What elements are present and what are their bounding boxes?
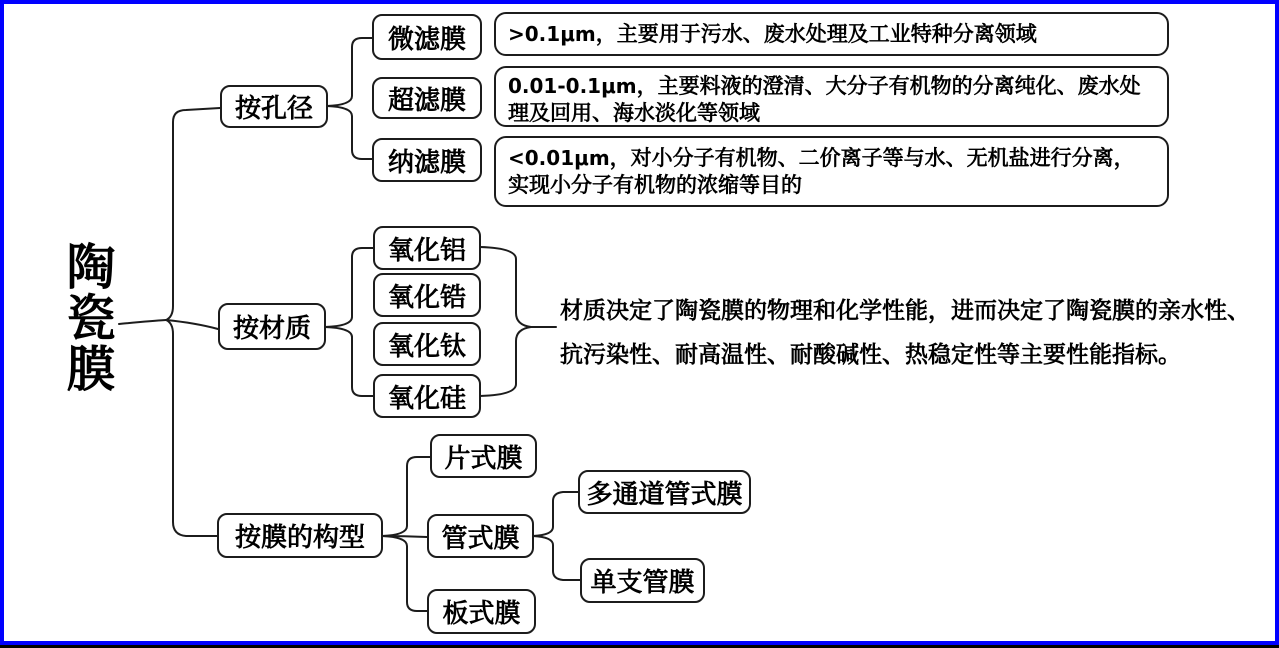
- node-sheet-membrane: 片式膜: [430, 434, 537, 478]
- node-multichannel-tubular-membrane: 多通道管式膜: [578, 470, 751, 514]
- ultrafiltration-pore-value: 0.01-0.1μm: [508, 74, 637, 98]
- node-nanofiltration: 纳滤膜: [372, 138, 482, 182]
- node-structure-branch: 按膜的构型: [217, 513, 383, 558]
- microfiltration-pore-value: >0.1μm: [508, 21, 596, 46]
- node-microfiltration: 微滤膜: [372, 14, 482, 60]
- node-aluminum-oxide: 氧化铝: [373, 226, 481, 270]
- node-material-branch: 按材质: [218, 303, 326, 350]
- node-ultrafiltration: 超滤膜: [372, 77, 482, 119]
- ultrafiltration-usage-text: ，主要料液的澄清、大分子有机物的分离纯化、废水处理及回用、海水淡化等领域: [508, 74, 1141, 125]
- node-tubular-membrane: 管式膜: [427, 514, 534, 558]
- node-silicon-oxide: 氧化硅: [373, 374, 481, 418]
- node-zirconium-oxide: 氧化锆: [373, 273, 481, 317]
- node-single-tube-membrane: 单支管膜: [580, 558, 705, 603]
- material-note-line2: 抗污染性、耐高温性、耐酸碱性、热稳定性等主要性能指标。: [560, 342, 1181, 367]
- nanofiltration-pore-value: <0.01μm: [508, 146, 610, 170]
- node-titanium-oxide: 氧化钛: [373, 322, 481, 366]
- material-note-line1: 材质决定了陶瓷膜的物理和化学性能，进而决定了陶瓷膜的亲水性、: [560, 298, 1250, 323]
- root-node-label: 陶瓷膜: [60, 241, 115, 394]
- nanofiltration-usage-text: ，对小分子有机物、二价离子等与水、无机盐进行分离，实现小分子有机物的浓缩等目的: [508, 146, 1135, 197]
- node-pore-size-branch: 按孔径: [220, 85, 328, 128]
- node-plate-membrane: 板式膜: [427, 589, 536, 634]
- microfiltration-usage-text: ，主要用于污水、废水处理及工业特种分离领域: [595, 21, 1037, 46]
